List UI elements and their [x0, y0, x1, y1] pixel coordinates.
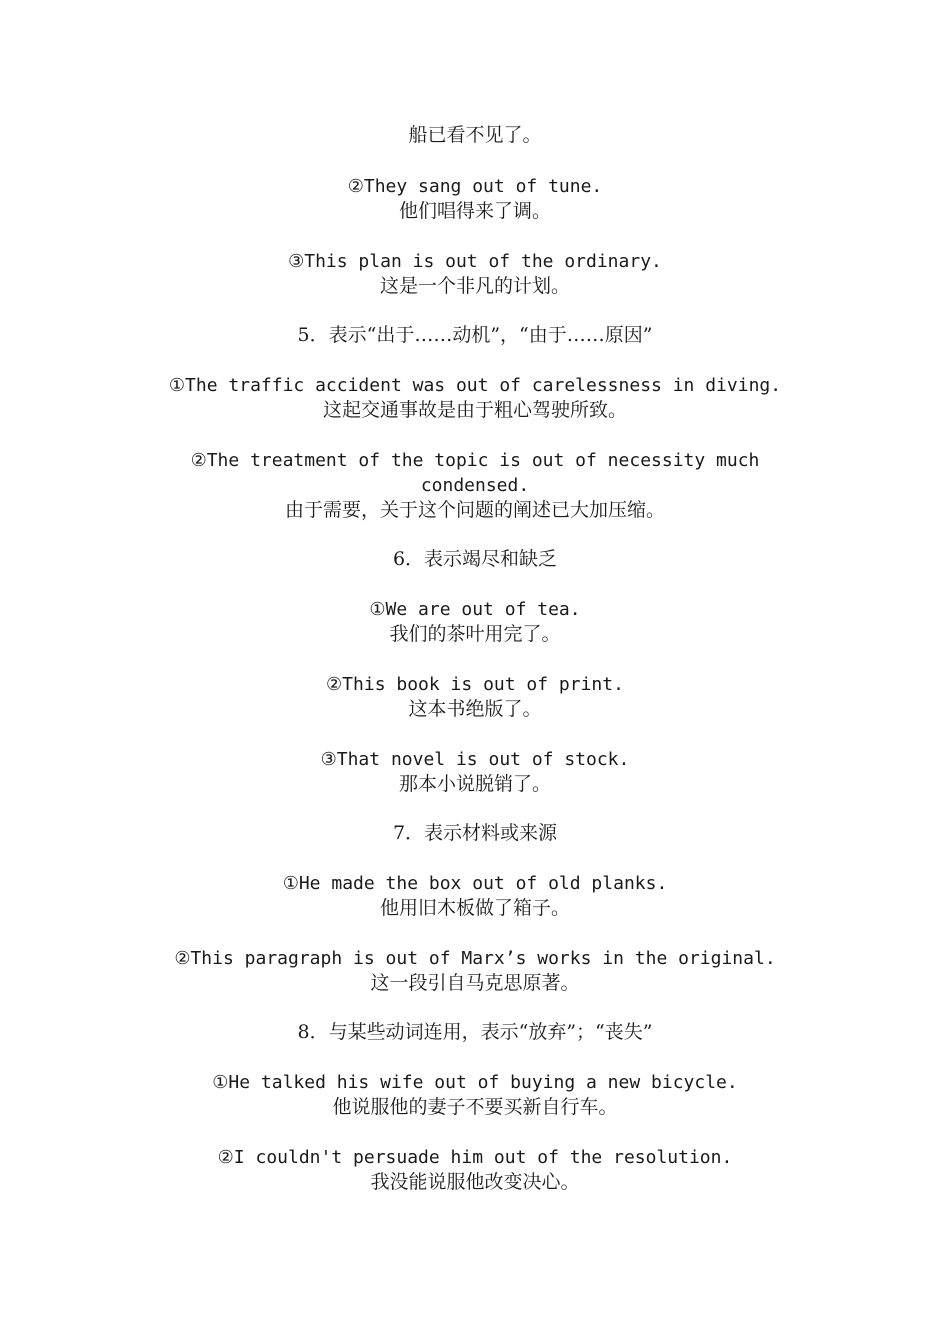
example-sentence-continued: condensed.	[420, 475, 530, 496]
example-sentence: ①He talked his wife out of buying a new bicycle.	[212, 1072, 738, 1093]
example-sentence: ②The treatment of the topic is out of necessity much	[190, 450, 760, 471]
translation-line: 我们的茶叶用完了。	[389, 623, 561, 645]
example-sentence: ②This paragraph is out of Marx’s works in the original.	[174, 948, 776, 969]
translation-line: 那本小说脱销了。	[398, 773, 551, 795]
translation-line: 他说服他的妻子不要买新自行车。	[332, 1096, 618, 1118]
translation-line: 我没能说服他改变决心。	[370, 1171, 580, 1193]
translation-line: 这起交通事故是由于粗心驾驶所致。	[322, 399, 627, 421]
section-heading: 7．表示材料或来源	[392, 822, 558, 844]
example-sentence: ②They sang out of tune.	[347, 176, 603, 197]
translation-line: 这一段引自马克思原著。	[370, 972, 580, 994]
example-sentence: ①We are out of tea.	[369, 599, 581, 620]
example-sentence: ②I couldn't persuade him out of the resolution.	[217, 1147, 733, 1168]
example-sentence: ①He made the box out of old planks.	[282, 873, 668, 894]
translation-line: 这是一个非凡的计划。	[379, 275, 570, 297]
section-heading: 5．表示“出于……动机”，“由于……原因”	[297, 324, 653, 346]
section-heading: 8．与某些动词连用，表示“放弃”；“丧失”	[297, 1021, 653, 1043]
translation-line: 这本书绝版了。	[408, 698, 542, 720]
example-sentence: ②This book is out of print.	[326, 674, 624, 695]
example-sentence: ③This plan is out of the ordinary.	[288, 251, 662, 272]
section-heading: 6．表示竭尽和缺乏	[392, 548, 558, 570]
example-sentence: ③That novel is out of stock.	[320, 749, 630, 770]
translation-line: 他们唱得来了调。	[398, 200, 551, 222]
translation-line: 他用旧木板做了箱子。	[379, 897, 570, 919]
translation-line: 船已看不见了。	[408, 124, 542, 146]
example-sentence: ①The traffic accident was out of carelessness in diving.	[168, 375, 782, 396]
translation-line: 由于需要，关于这个问题的阐述已大加压缩。	[284, 499, 665, 521]
